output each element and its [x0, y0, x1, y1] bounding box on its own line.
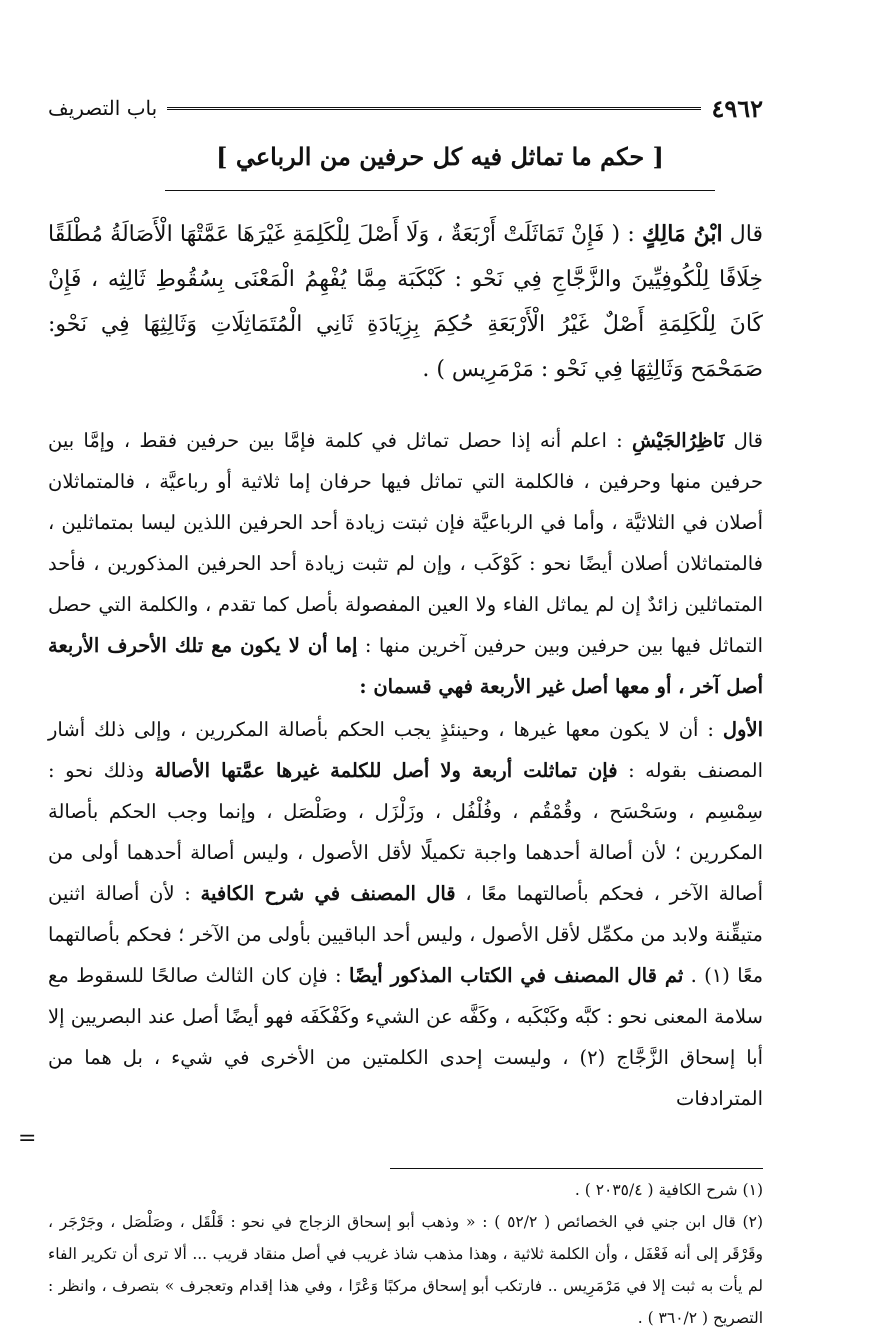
matn-lead: قال [729, 222, 764, 247]
section-title: [ حكم ما تماثل فيه كل حرفين من الرباعي ] [216, 142, 664, 171]
footnote-divider [390, 1168, 763, 1169]
commentary [48, 420, 763, 1121]
commentary-text: : فإن كان الثالث صالحًا للسقوط مع سلامة المعنى نحو : كبَّه وكَبْكَبه ، وكَفَّه عن الشيء وكَفْكَفَه فهو أيضًا أصل عند البصريين إلا أبا إسحاق الزَّجَّاج (٢) ، وليست إحدى الكلمتين من الأخرى في شيء ، بل هما من المترادفات [48, 964, 764, 1110]
header-rule [167, 107, 701, 110]
commentary-text: : لأن أصالة اثنين متيقِّنة ولابد من مكمِّل لأقل الأصول ، وليس أحد الباقيين بأولى من الآخر ؛ فحكم بأصالتهما معًا (١) . [48, 882, 764, 987]
commentary-author: نَاظِرُالجَيْشِ [631, 429, 725, 452]
first-section-label: الأول [722, 718, 763, 741]
section-title-underline [165, 190, 715, 191]
commentary-lead: قال [733, 429, 763, 452]
quoted-matn: فإن تماثلت أربعة ولا أصل للكلمة غيرها عمَّتها الأصالة [154, 759, 618, 782]
footnote-1: (١) شرح الكافية ( ٢٠٣٥/٤ ) . [574, 1181, 763, 1199]
commentary-text: وذلك نحو : سِمْسِم ، وسَحْسَح ، وقُمْقُم ، وفُلْفُل ، وزَلْزَل ، وصَلْصَل ، وإنما وجب الحكم بأصالة المكررين ؛ لأن أصالة أحدهما واجبة تكميلًا لأقل الأصول ، وليس أصالة أحدهما أولى من أصالة الآخر ، فحكم بأصالتهما معًا ، [48, 759, 763, 905]
footnote-2: (٢) قال ابن جني في الخصائص ( ٥٢/٢ ) : « وذهب أبو إسحاق الزجاج في نحو : قَلْقَل ، وصَلْصَل ، وجَرْجَر ، وقَرْقَر إلى أنه فَعْفَل ، وأن الكلمة ثلاثية ، وهذا مذهب شاذ غريب في أصل منقاد قريب ... ألا ترى أن تكرير الفاء لم يأت به ثبت إلا في مَرْمَرِيس .. فارتكب أبو إسحاق مركبًا وَعْرًا ، وفي هذا إقدام وتعجرف » بتصرف ، وانظر : التصريح ( ٣٦٠/٢ ) . [48, 1213, 763, 1327]
reference-kafiya: قال المصنف في شرح الكافية [200, 882, 456, 905]
matn-text [48, 212, 763, 392]
commentary-text: : أن لا يكون معها غيرها ، وحينئذٍ يجب الحكم بأصالة المكررين ، وإلى ذلك أشار المصنف بقوله : [48, 718, 764, 782]
chapter-title: باب التصريف [48, 96, 158, 120]
reference-book: ثم قال المصنف في الكتاب المذكور أيضًا [348, 964, 684, 987]
running-header [48, 88, 763, 128]
commentary-paragraph-2 [48, 709, 763, 1119]
matn-author: ابْنُ مَالِكٍ [641, 221, 723, 247]
page-number: ٤٩٦٢ [711, 93, 763, 123]
commentary-text: : اعلم أنه إذا حصل تماثل في كلمة فإمَّا بين حرفين فقط ، وإمَّا بين حرفين منها وحرفين ، فالكلمة التي تماثل فيها حرفان إما ثلاثية أو رباعيَّة ، فالمتماثلان أصلان في الثلاثيَّة ، وأما في الرباعيَّة فإن ثبتت زيادة أحد الحرفين اللذين ليسا بمتماثلين ، فالمتماثلان أصلان أيضًا نحو : كَوْكَب ، وإن لم تثبت زيادة أحد الحرفين المذكورين ، فأحد المتماثلين زائدٌ إن لم يماثل الفاء ولا العين المفصولة بأصل كما تقدم ، والكلمة التي حصل التماثل فيها بين حرفين وبين حرفين آخرين منها : [48, 429, 763, 657]
commentary-paragraph-1 [48, 420, 763, 707]
continuation-mark: = [18, 1126, 37, 1151]
footnotes [48, 1174, 763, 1334]
matn-paragraph [48, 212, 763, 392]
commentary-division: إما أن لا يكون مع تلك الأحرف الأربعة أصل آخر ، أو معها أصل غير الأربعة فهي قسمان : [48, 634, 763, 698]
matn-body: : ( فَإِنْ تَمَاثَلَتْ أَرْبَعَةٌ ، وَلَا أَصْلَ لِلْكَلِمَةِ غَيْرَهَا عَمَّتْهَا الْأَصَالَةُ مُطْلَقًا خِلَافًا لِلْكُوفِيِّينَ والزَّجَّاجِ فِي نَحْو : كَبْكَبَة مِمَّا يُفْهِمُ الْمَعْنَى بِسُقُوطِ ثَالِثِه ، فَإِنْ كَانَ لِلْكَلِمَةِ أَصْلٌ غَيْرُ الْأَرْبَعَةِ حُكِمَ بِزِيَادَةِ ثَانِي الْمُتَمَاثِلَاتِ وَثَالِثِهَا فِي نَحْو: صَمَحْمَح وَثَالِثِهَا فِي نَحْو : مَرْمَرِيس ) . [48, 222, 763, 382]
